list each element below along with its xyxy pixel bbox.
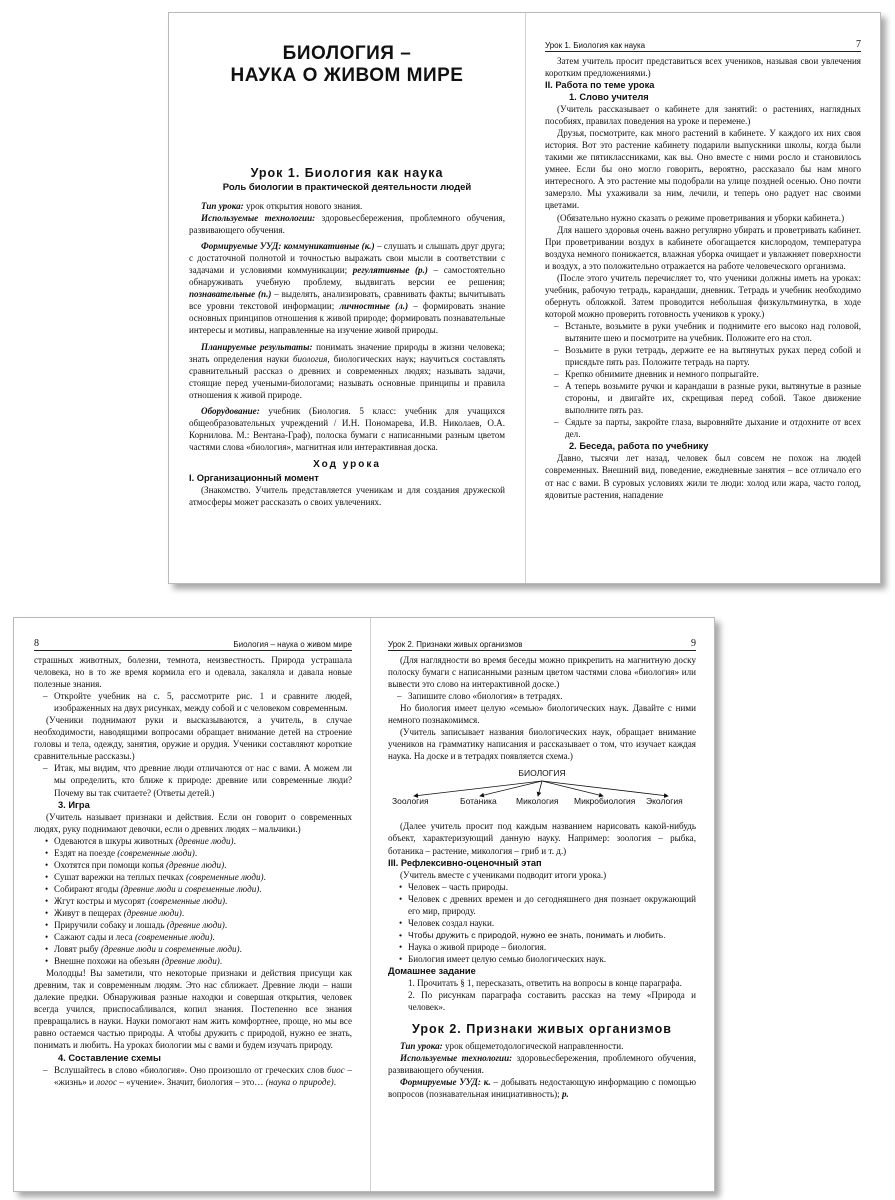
uud-cog-label: познавательные (п.) bbox=[189, 289, 272, 300]
paragraph: Но биология имеет целую «семью» биологических наук. Давайте с ними немного познакомимся. bbox=[388, 703, 696, 726]
org-text: (Знакомство. Учитель представляется ученикам и для создания дружеской атмосферы может рассказать о своих увлечениях. bbox=[189, 484, 505, 507]
lesson1-title: Урок 1. Биология как наука bbox=[250, 166, 444, 180]
paragraph: Давно, тысячи лет назад, человек был совсем не похож на людей современных. Внешний вид, поведение, ежедневные занятия – все отличало его от нас с вами. В суровых условиях жили те люди: холод или жара, часто голод, ядовитые растения, нападение bbox=[545, 453, 861, 500]
item-text: Собирают ягоды bbox=[54, 883, 121, 894]
dash-list bbox=[34, 762, 352, 798]
page-title-lesson1 bbox=[189, 13, 505, 583]
teacher-word-heading: 1. Слово учителя bbox=[569, 92, 649, 103]
running-head-9 bbox=[388, 638, 696, 651]
item-text: Охотятся при помощи копья bbox=[54, 859, 167, 870]
list-item bbox=[34, 1064, 352, 1088]
homework-heading: Домашнее задание bbox=[388, 965, 476, 976]
running-head-title: Урок 1. Биология как наука bbox=[545, 41, 646, 50]
text: – «учение». Значит, биология – это… bbox=[117, 1076, 266, 1087]
text: . bbox=[333, 1076, 336, 1087]
lesson-tech-label: Используемые технологии: bbox=[400, 1053, 513, 1064]
list-item bbox=[34, 883, 352, 895]
lesson2-uud bbox=[388, 1076, 696, 1100]
uud-reg-label: регулятивные (р.) bbox=[352, 265, 428, 276]
lesson-type-text: урок общеметодологической направленности. bbox=[442, 1041, 624, 1052]
word-bios: биос bbox=[327, 1064, 345, 1075]
game-list bbox=[34, 835, 352, 968]
org-heading: I. Организационный момент bbox=[189, 472, 319, 483]
item-text: Ловят рыбу bbox=[54, 944, 101, 955]
list-item: • Наука о живой природе – биология. bbox=[388, 941, 696, 953]
scheme-heading: 4. Составление схемы bbox=[58, 1052, 161, 1063]
exercise-list bbox=[545, 320, 861, 440]
lesson-tech-text: здоровьесбережения, проблемного обучения, развивающего обучения. bbox=[189, 213, 505, 236]
answer: (наука о природе) bbox=[265, 1076, 334, 1087]
list-item: • Человек – часть природы. bbox=[388, 881, 696, 893]
uud-r-label: р. bbox=[561, 1089, 569, 1100]
lesson-type-text: урок открытия нового знания. bbox=[243, 201, 363, 211]
list-item bbox=[34, 907, 352, 919]
list-item: • Человек создал науки. bbox=[388, 917, 696, 929]
item-end: . bbox=[239, 944, 242, 955]
top-spread bbox=[168, 12, 881, 584]
equipment-text: учебник (Биология. 5 класс: учебник для учащихся общеобразовательных учреждений / И.Н. Пономарева, И.В. Николаев, О.А. Корнилова. М.: Вентана-Граф), полоска бумаги с написанными разным цветом частями слова «биология», магнитная или интерактивная доска. bbox=[189, 405, 505, 452]
page-9 bbox=[388, 618, 696, 1191]
lesson-type-label: Тип урока: bbox=[400, 1041, 443, 1052]
item-text: Живут в пещерах bbox=[54, 907, 124, 918]
arrow-botany bbox=[480, 781, 542, 796]
arrow-microbiology bbox=[542, 781, 603, 796]
dash-list bbox=[388, 690, 696, 702]
arrow-mycology bbox=[538, 781, 542, 796]
text: Вслушайтесь в слово «биология». Оно произошло от греческих слов bbox=[54, 1064, 327, 1075]
running-head-title: Биология – наука о живом мире bbox=[233, 640, 352, 649]
item-end: . bbox=[219, 956, 223, 967]
paragraph: (После этого учитель перечисляет то, что ученики должны иметь на уроках: учебник, рабочую тетрадь, карандаши, дневник. Тетрадь и учебник необходимо обернуть обложкой. Затем проводится небольшая физкультминутка, в ходе которой можно проверить готовность учеников к уроку.) bbox=[545, 272, 861, 319]
item-end: . bbox=[263, 871, 266, 882]
item-text: Приручили собаку и лошадь bbox=[54, 919, 167, 930]
paragraph: Друзья, посмотрите, как много растений в кабинете. У каждого их них своя история. Вот это растение кабинету подарили выпускники школы, когда были такими же пятиклассниками, как вы. Оно вместе с ними росло и становилось умнее. Если бы оно могло говорить, вероятно, рассказало бы нам много интересного. А это растение мы подобрали на улице поздней осенью. Оно почти замерзло. Мы ухаживали за ним, лечили, и теперь оно радует нас своими цветами. bbox=[545, 128, 861, 211]
item-answer: (древние люди) bbox=[166, 919, 225, 930]
list-item bbox=[34, 859, 352, 871]
lesson1-subtitle: Роль биологии в практической деятельности людей bbox=[222, 182, 472, 193]
uud-k-label: к. bbox=[480, 1077, 491, 1088]
results-label: Планируемые результаты: bbox=[201, 341, 313, 352]
item-text: Жгут костры и мусорят bbox=[54, 895, 148, 906]
list-item: – А теперь возьмите ручки и карандаши в разные руки, вытянутые в разные стороны, и двигайте их, скрещивая перед собой. Такое движение выполните пять раз. bbox=[545, 380, 861, 416]
lesson-type bbox=[189, 200, 505, 212]
lesson-results bbox=[189, 341, 505, 401]
list-item bbox=[34, 871, 352, 883]
paragraph: (Учитель записывает названия биологических наук, обращает внимание учеников на грамматику написания и рассказывает о том, что изучает каждая наука. На доске и в тетрадях появляется схема.) bbox=[388, 727, 696, 762]
item-text: Сушат варежки на теплых печках bbox=[54, 871, 186, 882]
uud-cog-text: – выделять, анализировать, сравнивать факты; вычитывать все уровни текстовой информации; bbox=[189, 289, 505, 312]
uud-label: Формируемые УУД: bbox=[400, 1077, 481, 1088]
lesson-type-label: Тип урока: bbox=[201, 201, 244, 211]
results-text-b: , биологических наук; научиться составлять сравнительный рассказ о древних и современных людях; называть задачи, стоящие перед учеными-биологами; называть основные принципы и правила отношения к живой природе. bbox=[189, 353, 505, 400]
list-item: • Чтобы дружить с природой, нужно ее знать, понимать и любить. bbox=[388, 929, 696, 941]
arrow-ecology bbox=[542, 781, 668, 796]
item-answer: (древние люди) bbox=[161, 956, 220, 967]
dash-list bbox=[34, 690, 352, 714]
equipment-label: Оборудование: bbox=[201, 405, 260, 416]
list-item: – Встаньте, возьмите в руки учебник и поднимите его высоко над головой, вытяните шею и посмотрите на учебник. Положите его на стол. bbox=[545, 320, 861, 344]
paragraph: (Для наглядности во время беседы можно прикрепить на магнитную доску полоску бумаги с написанными разным цветом частями слова «биология» или вывести это слово на интерактивной доске.) bbox=[388, 655, 696, 690]
item-answer: (современные люди) bbox=[185, 871, 264, 882]
list-item: – Возьмите в руки тетрадь, держите ее на вытянутых руках перед собой и присядьте пять раз. Положите тетрадь на парту. bbox=[545, 344, 861, 368]
list-item: – Сядьте за парты, закройте глаза, выровняйте дыхание и отдохните от всех дел. bbox=[545, 416, 861, 440]
text: – «жизнь» и bbox=[54, 1064, 352, 1087]
paragraph: (Учитель называет признаки и действия. Если он говорит о современных людях, руку поднимают девочки, если о древних людях – мальчики.) bbox=[34, 811, 352, 834]
reflection-heading: III. Рефлексивно-оценочный этап bbox=[388, 857, 542, 868]
lesson2-type bbox=[388, 1040, 696, 1052]
item-text: Внешне похожи на обезьян bbox=[54, 956, 162, 967]
scheme-leaf-microbiology: Микробиология bbox=[574, 796, 636, 807]
lesson-course-heading: Ход урока bbox=[313, 458, 381, 470]
gutter bbox=[370, 618, 371, 1191]
results-text-a: понимать значение природы в жизни человека; знать определения науки bbox=[189, 341, 505, 364]
talk-heading: 2. Беседа, работа по учебнику bbox=[569, 441, 709, 452]
lesson-equipment bbox=[189, 405, 505, 453]
page-7 bbox=[545, 13, 861, 583]
scheme-leaf-zoology: Зоология bbox=[392, 796, 429, 807]
item-end: . bbox=[233, 835, 236, 846]
list-item: – Крепко обнимите дневник и немного попрыгайте. bbox=[545, 368, 861, 380]
uud-label: Формируемые УУД: bbox=[201, 241, 282, 252]
lesson-uud bbox=[189, 240, 505, 336]
scheme-leaf-botany: Ботаника bbox=[460, 796, 497, 807]
list-item bbox=[34, 943, 352, 955]
item-text: Одеваются в шкуры животных bbox=[54, 835, 176, 846]
uud-comm-text: – слушать и слышать друг друга; с достаточной полнотой и точностью выражать свои мысли в соответствии с задачами и условиями коммуникации; bbox=[189, 241, 505, 276]
running-head-8 bbox=[34, 638, 352, 651]
lesson-tech bbox=[189, 212, 505, 236]
item-answer: (древние люди) bbox=[166, 859, 225, 870]
arrow-zoology bbox=[414, 781, 542, 796]
dash-list bbox=[34, 1064, 352, 1088]
intro-text: Затем учитель просит представиться всех учеников, называя свои увлечения коротким предложениями.) bbox=[545, 56, 861, 79]
item-answer: (древние люди и современные люди) bbox=[120, 883, 260, 894]
page-number: 7 bbox=[856, 39, 861, 50]
item-end: . bbox=[259, 883, 262, 894]
paragraph: Молодцы! Вы заметили, что некоторые признаки и действия присущи как древним, так и современным людям. Это нас сближает. Древние люди – наши далекие предки. Обнаруживая разные находки и совершая открытия, человек всегда учился, приспосабливался, копил знания. Постепенно все знания превращались в науки. Науки помогают нам жить комфортнее, проще, но мы все равно остаемся частью природы. А чтобы дружить с природой, нужно ее знать, понимать и любить. На уроках биологии мы с вами и будем изучать природу. bbox=[34, 968, 352, 1051]
list-item bbox=[34, 955, 352, 967]
item-end: . bbox=[212, 932, 215, 943]
lesson-tech-label: Используемые технологии: bbox=[201, 213, 316, 224]
lesson-tech-text: здоровьесбережения, проблемного обучения, развивающего обучения. bbox=[388, 1053, 696, 1076]
paragraph: Для нашего здоровья очень важно регулярно убирать и проветривать кабинет. При проветривании воздух в кабинете обогащается кислородом, температура воздуха немного понижается, влажная уборка очищает и увлажняет поверхности и воздух, а это положительно отражается на работе человеческого организма. bbox=[545, 224, 861, 271]
paragraph: страшных животных, болезни, темнота, неизвестность. Природа устрашала человека, но в то же время кормила его и одевала, закаляла и давала новые полезные знания. bbox=[34, 655, 352, 690]
uud-pers-label: личностные (л.) bbox=[339, 301, 409, 312]
item-answer: (современные люди) bbox=[147, 895, 226, 906]
list-item: • Человек с древних времен и до сегодняшнего дня познает окружающий его мир, природу. bbox=[388, 893, 696, 917]
work-heading: II. Работа по теме урока bbox=[545, 80, 655, 91]
list-item: – Запишите слово «биология» в тетрадях. bbox=[388, 690, 696, 702]
running-head-7 bbox=[545, 39, 861, 52]
course-title bbox=[189, 43, 505, 87]
uud-text: – добывать недостающую информацию с помощью вопросов (познавательная инициативность); bbox=[388, 1077, 696, 1100]
paragraph: (Учитель рассказывает о кабинете для занятий: о растениях, наглядных пособиях, правилах поведения на уроке и перемене.) bbox=[545, 104, 861, 127]
list-item: – Итак, мы видим, что древние люди отличаются от нас с вами. А можем ли мы определить, кто ближе к природе: древние или современные люди? Почему вы так считаете? (Ответы детей.) bbox=[34, 762, 352, 798]
scheme-leaf-mycology: Микология bbox=[516, 796, 559, 807]
item-end: . bbox=[224, 919, 228, 930]
list-item: – Откройте учебник на с. 5, рассмотрите рис. 1 и сравните людей, изображенных на двух рисунках, между собой и с человеком современным. bbox=[34, 690, 352, 714]
paragraph: (Обязательно нужно сказать о режиме проветривания и уборки кабинета.) bbox=[557, 212, 845, 223]
results-italic: биология bbox=[292, 353, 328, 364]
paragraph: (Учитель вместе с учениками подводит итоги урока.) bbox=[400, 869, 607, 880]
item-text: Сажают сады и леса bbox=[54, 932, 135, 943]
scheme-leaf-ecology: Экология bbox=[646, 796, 683, 807]
uud-reg-text: – самостоятельно обнаруживать учебную проблему, выдвигать версии ее решения; bbox=[189, 265, 505, 288]
item-end: . bbox=[194, 847, 198, 858]
gutter bbox=[525, 13, 526, 583]
item-end: . bbox=[181, 907, 185, 918]
lesson2-title: Урок 2. Признаки живых организмов bbox=[412, 1022, 672, 1037]
item-end: . bbox=[224, 859, 227, 870]
item-answer: (древние люди и современные люди) bbox=[100, 944, 240, 955]
item-answer: (древние люди) bbox=[175, 835, 234, 846]
item-answer: (современные люди) bbox=[117, 847, 195, 858]
word-logos: логос bbox=[96, 1076, 118, 1087]
list-item bbox=[34, 835, 352, 847]
course-title-line1: БИОЛОГИЯ – bbox=[282, 43, 412, 64]
list-item bbox=[34, 895, 352, 907]
item-answer: (древние люди) bbox=[123, 907, 182, 918]
biology-scheme bbox=[388, 768, 696, 816]
page-8 bbox=[34, 618, 352, 1191]
homework-item: 2. По рисункам параграфа составить рассказ на тему «Природа и человек». bbox=[408, 989, 696, 1013]
homework-item: 1. Прочитать § 1, пересказать, ответить на вопросы в конце параграфа. bbox=[408, 977, 682, 988]
paragraph: (Ученики поднимают руки и высказываются, а учитель, в случае необходимости, наводящими вопросами обращает внимание детей на строение головы и тела, одежду, занятия, оружие и орудия. Ученики составляют короткие сравнительные рассказы.) bbox=[34, 715, 352, 762]
list-item bbox=[34, 847, 352, 859]
bottom-spread bbox=[13, 617, 715, 1192]
summary-list bbox=[388, 881, 696, 965]
running-head-title: Урок 2. Признаки живых организмов bbox=[388, 640, 523, 649]
item-end: . bbox=[225, 895, 228, 906]
page-number: 9 bbox=[691, 638, 696, 649]
page-number: 8 bbox=[34, 638, 39, 649]
course-title-line2: НАУКА О ЖИВОМ МИРЕ bbox=[230, 65, 464, 86]
uud-pers-text: – формировать знание основных принципов отношения к живой природе; формировать познавательные интересы и мотивы, направленные на изучение живой природы. bbox=[189, 301, 505, 336]
list-item: • Биология имеет целую семью биологических наук. bbox=[388, 953, 696, 965]
scheme-root: БИОЛОГИЯ bbox=[518, 768, 566, 779]
uud-comm-label: коммуникативные (к.) bbox=[281, 241, 375, 252]
item-text: Ездят на поезде bbox=[54, 847, 118, 858]
game-heading: 3. Игра bbox=[58, 799, 90, 810]
list-item bbox=[34, 919, 352, 931]
paragraph: (Далее учитель просит под каждым названием нарисовать какой-нибудь объект, характеризующий данную науку. Например: зоология – рыбка, ботаника – растение, микология – гриб и т. д.) bbox=[388, 821, 696, 856]
lesson2-tech bbox=[388, 1052, 696, 1076]
item-answer: (современные люди) bbox=[134, 932, 213, 943]
list-item bbox=[34, 931, 352, 943]
